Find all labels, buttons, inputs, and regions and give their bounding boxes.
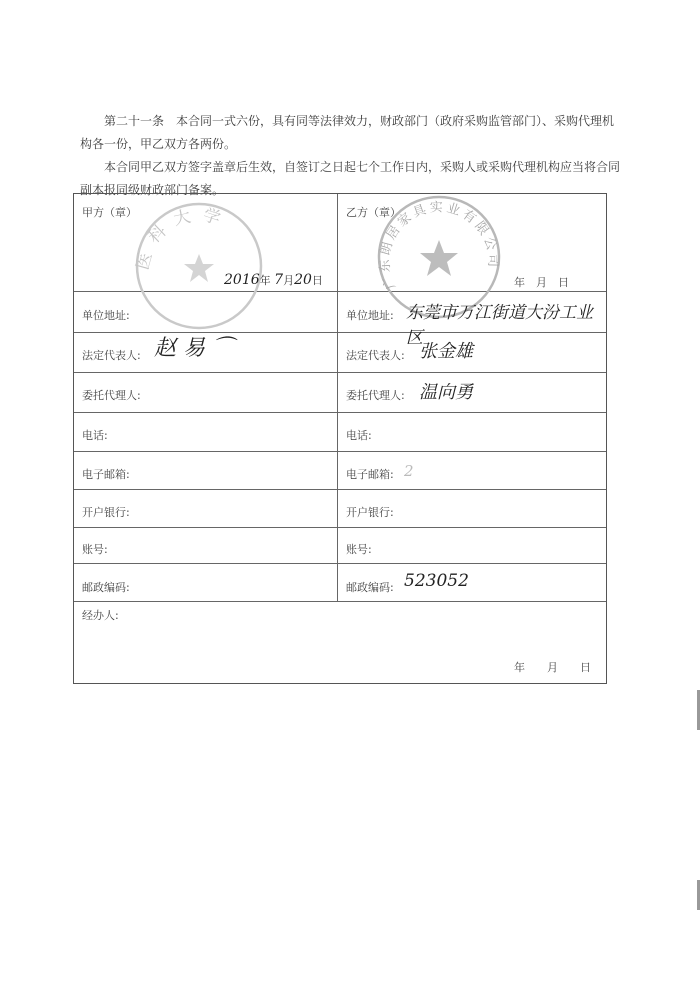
column-divider [337, 194, 338, 601]
clause-effective-text: 本合同甲乙双方签字盖章后生效，自签订之日起七个工作日内，采购人或采购代理机构应当将合同副本报同级财政部门备案。 [80, 160, 621, 197]
party-a-email-label: 电子邮箱: [82, 468, 130, 481]
party-b-address-label: 单位地址: [346, 309, 394, 322]
party-b-agent-value: 温向勇 [419, 382, 473, 403]
party-a-sign-date [224, 272, 323, 288]
party-b-email-value: 2 [404, 462, 414, 480]
date-month-hw: 7 [274, 272, 284, 288]
party-a-bank-label: 开户银行: [82, 506, 130, 519]
party-a-account-label: 账号: [82, 543, 108, 556]
row-divider [74, 451, 606, 452]
party-a-title: 甲方（章） [82, 206, 137, 219]
handler-date: 年 月 日 [514, 661, 591, 674]
party-b-legal-rep-value: 张金雄 [419, 341, 473, 362]
party-a-legal-rep-signature: 赵 易 ⌒ [154, 336, 234, 361]
date-day-hw: 20 [294, 272, 312, 288]
date-year-hw: 2016 [224, 272, 260, 288]
party-b-agent-label: 委托代理人: [346, 389, 405, 402]
row-divider [74, 412, 606, 413]
row-divider [74, 372, 606, 373]
party-a-agent-label: 委托代理人: [82, 389, 141, 402]
party-b-email-label: 电子邮箱: [346, 468, 394, 481]
clause-21 [80, 110, 620, 156]
party-b-seal-text: 广东朗居家具实业有限公司 [377, 200, 501, 292]
date-day-label: 日 [311, 274, 323, 287]
party-a-postcode-label: 邮政编码: [82, 581, 130, 594]
party-b-phone-label: 电话: [346, 429, 372, 442]
party-a-seal [129, 196, 269, 336]
svg-text:医科大学 [133, 205, 233, 272]
party-a-seal-text: 医科大学 [132, 204, 233, 273]
party-b-legal-rep-label: 法定代表人: [346, 349, 405, 362]
party-a-phone-label: 电话: [82, 429, 108, 442]
row-divider [74, 563, 606, 564]
party-b-postcode-label: 邮政编码: [346, 581, 394, 594]
party-b-account-label: 账号: [346, 543, 372, 556]
date-year-label: 年 [259, 274, 271, 287]
signature-table [73, 193, 607, 684]
party-b-postcode-value: 523052 [404, 571, 469, 591]
date-month-label: 月 [283, 274, 295, 287]
row-divider [74, 527, 606, 528]
party-a-legal-rep-label: 法定代表人: [82, 349, 141, 362]
party-b-title: 乙方（章） [346, 206, 401, 219]
handler-label: 经办人: [82, 609, 119, 622]
party-b-bank-label: 开户银行: [346, 506, 394, 519]
clause-21-text: 第二十一条 本合同一式六份，具有同等法律效力，财政部门（政府采购监管部门）、采购代理机构各一份，甲乙双方各两份。 [80, 114, 615, 151]
party-b-sign-date: 年 月 日 [514, 276, 569, 289]
row-divider [74, 601, 606, 602]
party-b-address-value: 东莞市万江街道大汾工业区 [406, 303, 593, 348]
party-a-address-label: 单位地址: [82, 309, 130, 322]
row-divider [74, 489, 606, 490]
